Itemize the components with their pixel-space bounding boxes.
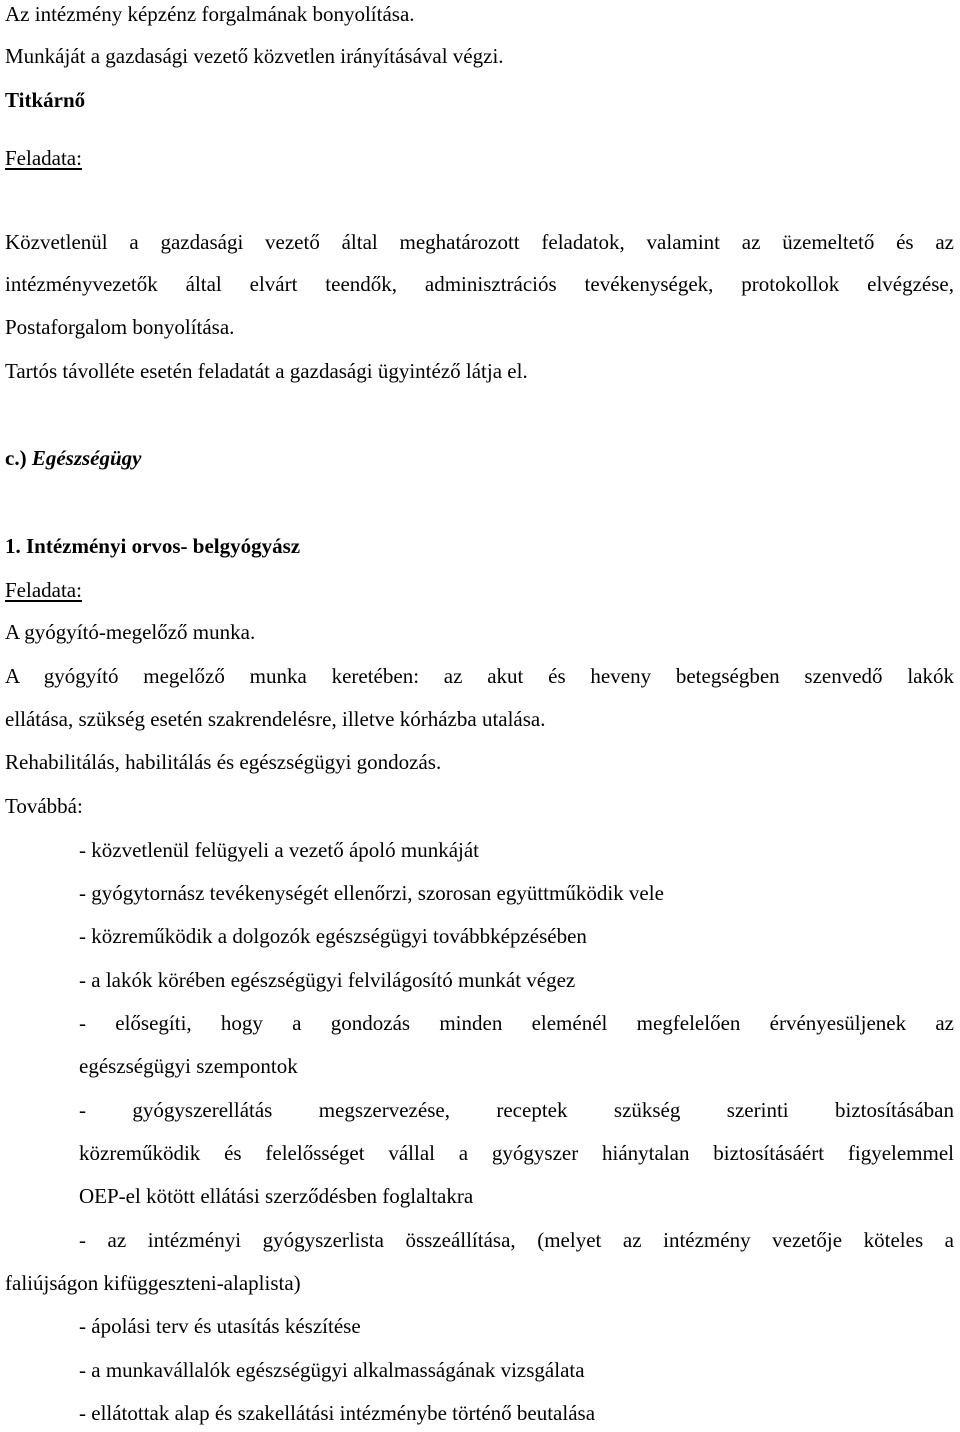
intro-line-1: Az intézmény képzénz forgalmának bonyolítása. xyxy=(5,2,415,26)
section-title: Egészségügy xyxy=(31,446,142,470)
orvos-paragraph-2-line-2: ellátása, szükség esetén szakrendelésre, illetve kórházba utalása. xyxy=(5,707,546,731)
list-item: - ápolási terv és utasítás készítése xyxy=(79,1314,361,1338)
orvos-feladata-row xyxy=(5,576,954,604)
section-heading xyxy=(5,444,954,472)
list-item-continuation: közreműködik és felelősséget vállal a gyógyszer hiánytalan biztosításáért figyelemmel xyxy=(79,1141,954,1165)
orvos-paragraph-2-line-1: A gyógyító megelőző munka keretében: az akut és heveny betegségben szenvedő lakók xyxy=(5,664,954,688)
list-item: - gyógyszerellátás megszervezése, receptek szükség szerinti biztosításában xyxy=(79,1098,954,1122)
section-prefix: c.) xyxy=(5,446,27,470)
list-item-continuation: OEP-el kötött ellátási szerződésben foglaltakra xyxy=(79,1184,474,1208)
titkarno-paragraph-line-3: Postaforgalom bonyolítása. xyxy=(5,315,235,339)
orvos-paragraph-3: Rehabilitálás, habilitálás és egészségügyi gondozás. xyxy=(5,750,442,774)
list-item: - gyógytornász tevékenységét ellenőrzi, szorosan együttműködik vele xyxy=(79,881,664,905)
list-item: - közreműködik a dolgozók egészségügyi továbbképzésében xyxy=(79,924,587,948)
orvos-heading: 1. Intézményi orvos- belgyógyász xyxy=(5,534,301,558)
intro-line-2: Munkáját a gazdasági vezető közvetlen irányításával végzi. xyxy=(5,44,504,68)
titkarno-paragraph-line-1: Közvetlenül a gazdasági vezető által meghatározott feladatok, valamint az üzemeltető és az xyxy=(5,230,954,254)
list-item: - a lakók körében egészségügyi felvilágosító munkát végez xyxy=(79,968,576,992)
list-item: - a munkavállalók egészségügyi alkalmasságának vizsgálata xyxy=(79,1358,585,1382)
titkarno-heading: Titkárnő xyxy=(5,88,86,112)
titkarno-feladata-label: Feladata: xyxy=(5,146,82,170)
titkarno-paragraph-2: Tartós távolléte esetén feladatát a gazdasági ügyintéző látja el. xyxy=(5,359,528,383)
list-item-continuation: faliújságon kifüggeszteni-alaplista) xyxy=(5,1271,301,1295)
list-item: - ellátottak alap és szakellátási intézménybe történő beutalása xyxy=(79,1401,596,1425)
list-item: - elősegíti, hogy a gondozás minden eleménél megfelelően érvényesüljenek az xyxy=(79,1011,954,1035)
list-item: - az intézményi gyógyszerlista összeállítása, (melyet az intézmény vezetője köteles a xyxy=(79,1228,954,1252)
orvos-paragraph-1: A gyógyító-megelőző munka. xyxy=(5,620,256,644)
titkarno-paragraph-line-2: intézményvezetők által elvárt teendők, adminisztrációs tevékenységek, protokollok elvégzése, xyxy=(5,272,954,296)
titkarno-feladata-row xyxy=(5,144,954,172)
list-item: - közvetlenül felügyeli a vezető ápoló munkáját xyxy=(79,838,480,862)
list-item-continuation: egészségügyi szempontok xyxy=(79,1054,298,1078)
tovabba-label: Továbbá: xyxy=(5,794,83,818)
orvos-feladata-label: Feladata: xyxy=(5,578,82,602)
